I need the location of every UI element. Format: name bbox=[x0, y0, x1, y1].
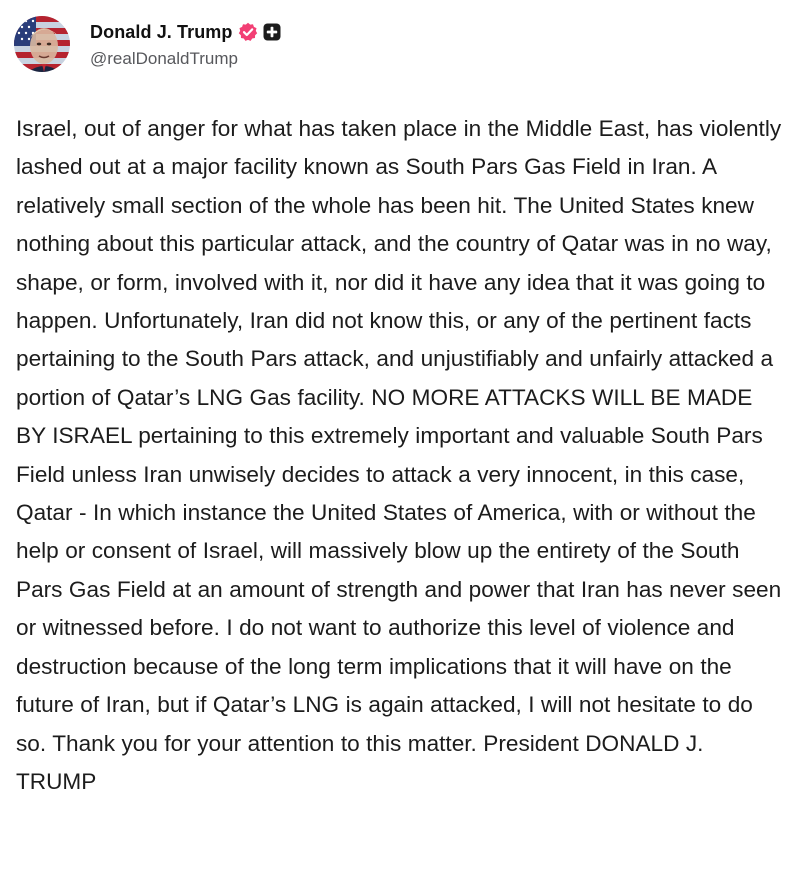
avatar-image bbox=[14, 16, 70, 72]
avatar[interactable] bbox=[14, 16, 70, 72]
name-row bbox=[90, 19, 281, 45]
post-text: Israel, out of anger for what has taken place in the Middle East, has violently lashed out at a major facility known as South Pars Gas Field in Iran. A relatively small section of the whole has been hit. The United States knew nothing about this particular attack, and the country of Qatar was in no way, shape, or form, involved with it, nor did it have any idea that it was going to happen. Unfortunately, Iran did not know this, or any of the pertinent facts pertaining to the South Pars attack, and unjustifiably and unfairly attacked a portion of Qatar’s LNG Gas facility. NO MORE ATTACKS WILL BE MADE BY ISRAEL pertaining to this extremely important and valuable South Pars Field unless Iran unwisely decides to attack a very innocent, in this case, Qatar - In which instance the United States of America, with or without the help or consent of Israel, will massively blow up the entirety of the South Pars Gas Field at an amount of strength and power that Iran has never seen or witnessed before. I do not want to authorize this level of violence and destruction because of the long term implications that it will have on the future of Iran, but if Qatar’s LNG is again attacked, I will not hesitate to do so. Thank you for your attention to this matter. President DONALD J. TRUMP bbox=[16, 116, 782, 794]
author-identity bbox=[90, 19, 281, 69]
display-name[interactable]: Donald J. Trump bbox=[90, 21, 233, 42]
author-handle[interactable]: @realDonaldTrump bbox=[90, 49, 238, 68]
post-header bbox=[14, 14, 281, 74]
plus-badge-icon bbox=[263, 23, 281, 41]
verified-badge-icon bbox=[238, 22, 258, 42]
